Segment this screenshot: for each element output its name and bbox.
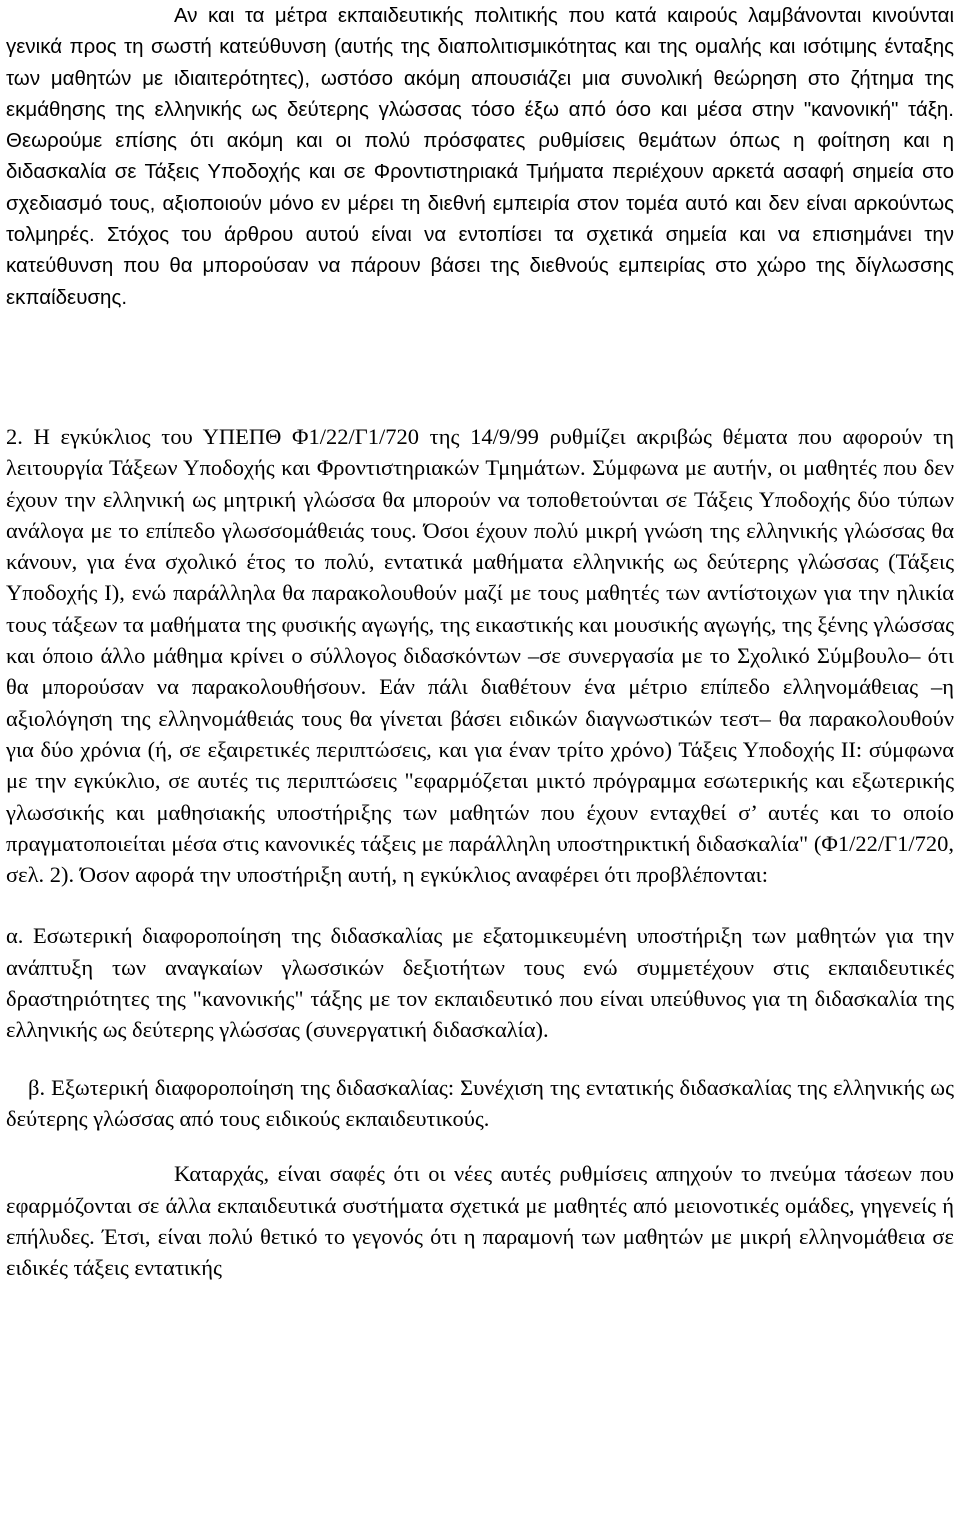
paragraph-intro: Αν και τα μέτρα εκπαιδευτικής πολιτικής που κατά καιρούς λαμβάνονται κινούνται γενικά προς τη σωστή κατεύθυνση (αυτής της διαπολιτισμικότητας και της ομαλής και ισότιμης ένταξης των μαθητών με ιδιαιτερότητες), ωστόσο ακόμη απουσιάζει μια συνολική θεώρηση στο ζήτημα της εκμάθησης της ελληνικής ως δεύτερης γλώσσας τόσο έξω από όσο και μέσα στην "κανονική" τάξη. Θεωρούμε επίσης ότι ακόμη και οι πολύ πρόσφατες ρυθμίσεις θεμάτων όπως η φοίτηση και η διδασκαλία σε Τάξεις Υποδοχής και σε Φροντιστηριακά Τμήματα περιέχουν αρκετά ασαφή σημεία στο σχεδιασμό τους, αξιοποιούν μόνο εν μέρει τη διεθνή εμπειρία στον τομέα αυτό και δεν είναι αρκούντως τολμηρές. Στόχος του άρθρου αυτού είναι να εντοπίσει τα σχετικά σημεία και να επισημάνει την κατεύθυνση που θα μπορούσαν να πάρουν βάσει της διεθνούς εμπειρίας στο χώρο της δίγλωσσης εκπαίδευσης. bbox=[6, 4, 954, 309]
paragraph-2: 2. Η εγκύκλιος του ΥΠΕΠΘ Φ1/22/Γ1/720 της 14/9/99 ρυθμίζει ακριβώς θέματα που αφορούν τη λειτουργία Τάξεων Υποδοχής και Φροντιστηριακών Τμημάτων. Σύμφωνα με αυτήν, οι μαθητές που δεν έχουν την ελληνική ως μητρική γλώσσα θα μπορούν να τοποθετούνται σε Τάξεις Υποδοχής δύο τύπων ανάλογα με το επίπεδο γλωσσομάθειάς τους. Όσοι έχουν πολύ μικρή γνώση της ελληνικής γλώσσας θα κάνουν, για ένα σχολικό έτος το πολύ, εντατικά μαθήματα ελληνικής ως δεύτερης γλώσσας (Τάξεις Υποδοχής Ι), ενώ παράλληλα θα παρακολουθούν μαζί με τους μαθητές των αντίστοιχων για την ηλικία τους τάξεων τα μαθήματα της φυσικής αγωγής, της εικαστικής και μουσικής αγωγής, της ξένης γλώσσας και όποιο άλλο μάθημα κρίνει ο σύλλογος διδασκόντων –σε συνεργασία με το Σχολικό Σύμβουλο– ότι θα μπορούσαν να παρακολουθήσουν. Εάν πάλι διαθέτουν ένα μέτριο επίπεδο ελληνομάθειας –η αξιολόγηση της ελληνομάθειάς τους θα γίνεται βάσει ειδικών διαγνωστικών τεστ– θα παρακολουθούν για δύο χρόνια (ή, σε εξαιρετικές περιπτώσεις, και για έναν τρίτο χρόνο) Τάξεις Υποδοχής ΙΙ: σύμφωνα με την εγκύκλιο, σε αυτές τις περιπτώσεις "εφαρμόζεται μικτό πρόγραμμα εσωτερικής και εξωτερικής γλωσσικής και μαθησιακής υποστήριξης των μαθητών που έχουν ενταχθεί σ’ αυτές και το οποίο πραγματοποιείται μέσα στις κανονικές τάξεις με παράλληλη υποστηρικτική διδασκαλία" (Φ1/22/Γ1/720, σελ. 2). Όσον αφορά την υποστήριξη αυτή, η εγκύκλιος αναφέρει ότι προβλέπονται: bbox=[6, 423, 954, 888]
list-item-a: α. Εσωτερική διαφοροποίηση της διδασκαλίας με εξατομικευμένη υποστήριξη των μαθητών για την ανάπτυξη των αναγκαίων γλωσσικών δεξιοτήτων τους ενώ συμμετέχουν στις εκπαιδευτικές δραστηριότητες της "κανονικής" τάξης με τον εκπαιδευτικό που είναι υπεύθυνος για τη διδασκαλία της ελληνικής ως δεύτερης γλώσσας (συνεργατική διδασκαλία). bbox=[6, 923, 954, 1043]
paragraph-conclusion: Καταρχάς, είναι σαφές ότι οι νέες αυτές ρυθμίσεις απηχούν το πνεύμα τάσεων που εφαρμόζονται σε άλλα εκπαιδευτικά συστήματα σχετικά με μαθητές από μειονοτικές ομάδες, γηγενείς ή επήλυδες. Έτσι, είναι πολύ θετικό το γεγονός ότι η παραμονή των μαθητών με μικρή ελληνομάθεια σε ειδικές τάξεις εντατικής bbox=[6, 1161, 954, 1281]
spacer bbox=[6, 1134, 954, 1158]
spacer bbox=[6, 890, 954, 920]
spacer bbox=[6, 1046, 954, 1072]
list-item-b: β. Εξωτερική διαφοροποίηση της διδασκαλίας: Συνέχιση της εντατικής διδασκαλίας της ελληνικής ως δεύτερης γλώσσας από τους ειδικούς εκπαιδευτικούς. bbox=[6, 1074, 954, 1131]
spacer bbox=[6, 313, 954, 421]
